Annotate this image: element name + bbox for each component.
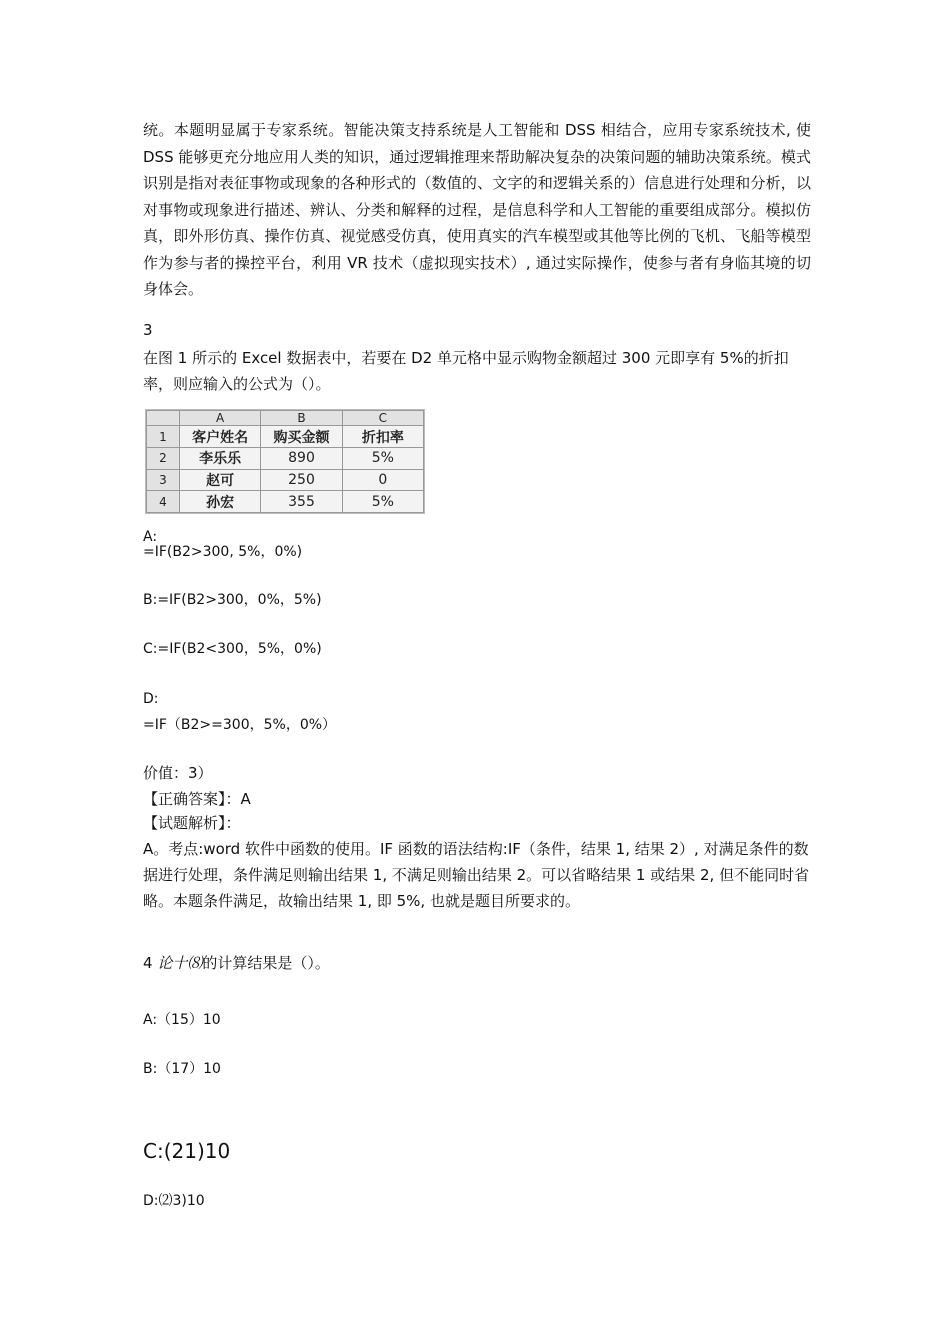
excel-cell: 折扣率 xyxy=(342,426,423,448)
q4-option-b: B:（17）10 xyxy=(143,1061,221,1077)
excel-cell: 355 xyxy=(261,491,342,513)
excel-row-number: 2 xyxy=(147,448,180,470)
excel-col-header: B xyxy=(261,411,342,426)
excel-cell: 250 xyxy=(261,469,342,491)
excel-cell: 购买金额 xyxy=(261,426,342,448)
excel-cell: 客户姓名 xyxy=(180,426,261,448)
excel-cell: 890 xyxy=(261,448,342,470)
excel-corner xyxy=(147,411,180,426)
excel-row-number: 4 xyxy=(147,491,180,513)
excel-col-header: C xyxy=(342,411,423,426)
excel-cell: 5% xyxy=(342,448,423,470)
excel-cell: 5% xyxy=(342,491,423,513)
excel-row xyxy=(147,448,424,470)
excel-row xyxy=(147,426,424,448)
option-c: C:=IF(B2<300，5%，0%) xyxy=(143,641,322,657)
analysis-text: A。考点:word 软件中函数的使用。IF 函数的语法结构:IF（条件，结果 1, 结果 2）, 对满足条件的数据进行处理，条件满足则输出结果 1, 不满足则输出结果 2。可以省略结果 1 或结果 2, 但不能同时省略。本题条件满足，故输出结果 1, 即 5%, 也就是题目所要求的。 xyxy=(143,840,810,910)
question-4-stem-text: 的计算结果是（）。 xyxy=(202,954,330,972)
option-b: B:=IF(B2>300，0%，5%) xyxy=(143,592,322,608)
excel-cell: 0 xyxy=(342,469,423,491)
option-d-formula: =IF（B2>=300，5%，0%） xyxy=(143,717,337,733)
question-value: 价值：3） xyxy=(143,764,213,782)
option-a-formula: =IF(B2>300, 5%，0%) xyxy=(143,544,303,560)
excel-cell: 李乐乐 xyxy=(180,448,261,470)
excel-row xyxy=(147,469,424,491)
question-4-number: 4 xyxy=(143,954,153,972)
question-4-stem xyxy=(143,951,811,975)
q4-option-d: D:⑵3)10 xyxy=(143,1193,205,1209)
excel-row-number: 1 xyxy=(147,426,180,448)
excel-cell: 赵可 xyxy=(180,469,261,491)
excel-table-image xyxy=(145,409,425,514)
excel-cell: 孙宏 xyxy=(180,491,261,513)
question-3-number: 3 xyxy=(143,321,153,339)
excel-table xyxy=(146,410,424,513)
option-a-label: A: xyxy=(143,529,158,545)
correct-answer: 【正确答案】：A xyxy=(143,790,251,808)
intro-paragraph: 统。本题明显属于专家系统。智能决策支持系统是人工智能和 DSS 相结合，应用专家系统技术, 使 DSS 能够更充分地应用人类的知识，通过逻辑推理来帮助解决复杂的决策问题的辅助决策系统。模式识别是指对表征事物或现象的各种形式的（数值的、文字的和逻辑关系的）信息进行处理和分析，以对事物或现象进行描述、辨认、分类和解释的过程，是信息科学和人工智能的重要组成部分。模拟仿真，即外形仿真、操作仿真、视觉感受仿真，使用真实的汽车模型或其他等比例的飞机、飞船等模型作为参与者的操控平台，利用 VR 技术（虚拟现实技术）, 通过实际操作，使参与者有身临其境的切身体会。 xyxy=(143,121,811,298)
analysis-label: 【试题解析】： xyxy=(143,814,241,832)
excel-row-number: 3 xyxy=(147,469,180,491)
question-4-expression: 论十⑻ xyxy=(157,954,203,972)
q4-option-c: C:(21)10 xyxy=(143,1139,231,1163)
excel-col-header: A xyxy=(180,411,261,426)
question-3-stem: 在图 1 所示的 Excel 数据表中，若要在 D2 单元格中显示购物金额超过 300 元即享有 5%的折扣率，则应输入的公式为（）。 xyxy=(143,349,789,393)
excel-row xyxy=(147,491,424,513)
q4-option-a: A:（15）10 xyxy=(143,1012,221,1028)
option-d-label: D: xyxy=(143,691,159,707)
